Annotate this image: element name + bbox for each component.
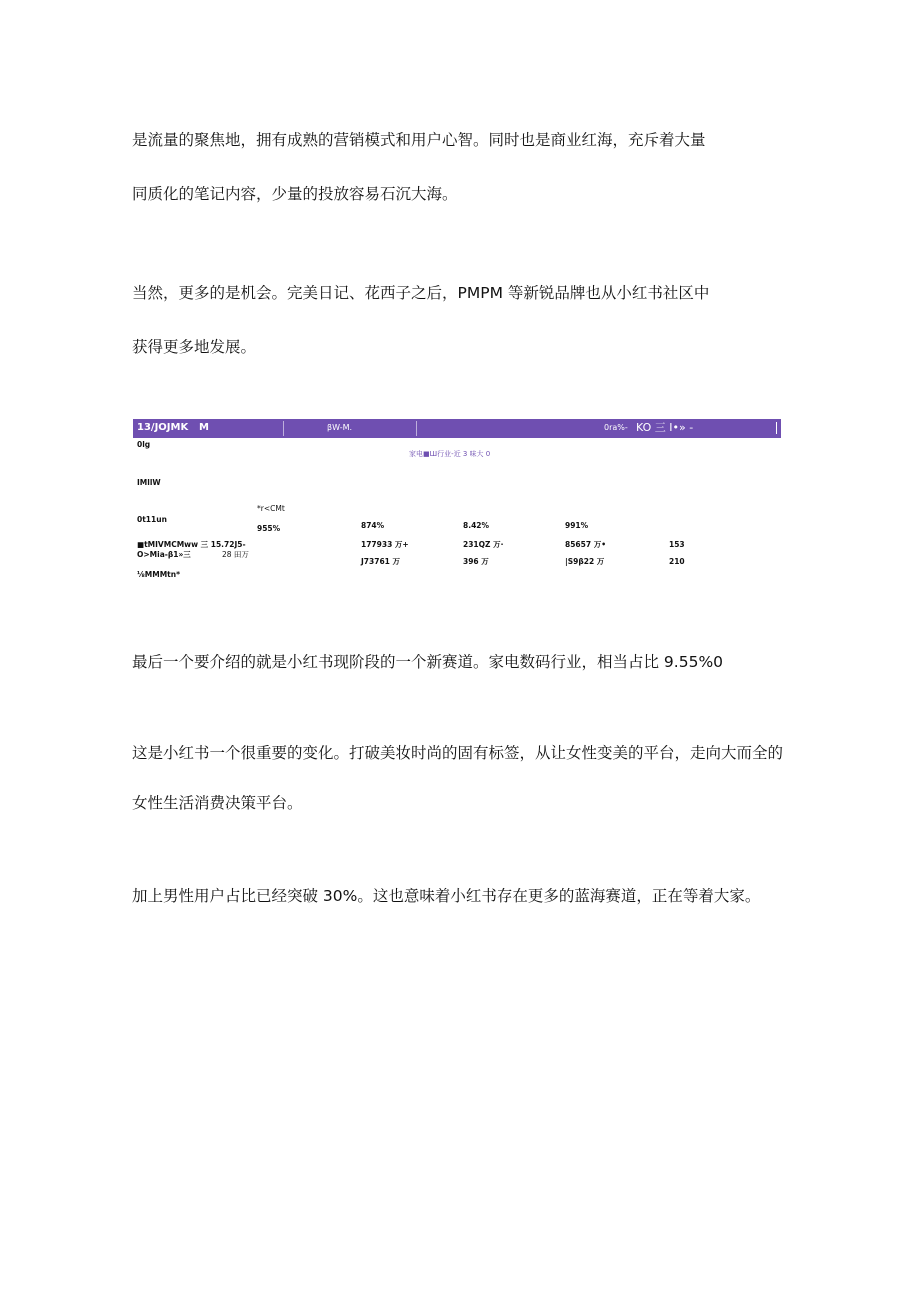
col4-row-a: 85657 万• xyxy=(565,540,606,549)
table-header-bar xyxy=(133,419,781,438)
paragraph-line-8: 加上男性用户占比已经突破 30%。这也意味着小红书存在更多的蓝海赛道，正在等着大家。 xyxy=(132,887,761,905)
col1-pct: 955% xyxy=(257,524,281,533)
header-divider xyxy=(416,421,417,436)
header-left-label: 13/JOJMK xyxy=(137,422,189,433)
header-mid-label: βW-M. xyxy=(327,423,353,432)
col1-head: *r<CMt xyxy=(257,504,285,513)
paragraph-line-5: 最后一个要介绍的就是小红书现阶段的一个新赛道。家电数码行业，相当占比 9.55%0 xyxy=(132,653,724,671)
row-label: 0lg xyxy=(137,440,151,449)
industry-table-figure xyxy=(133,419,781,589)
header-divider xyxy=(283,421,284,436)
header-right-label: KO 三 I•» - xyxy=(636,421,694,434)
col3-row-a: 231QZ 万· xyxy=(463,540,504,549)
col2-row-a: 177933 万+ xyxy=(361,540,409,549)
col4-row-b: |S9β22 万 xyxy=(565,557,605,566)
row-label: 0t11un xyxy=(137,515,167,524)
row-label: ⅛MMMtn* xyxy=(137,570,181,579)
col2-pct: 874% xyxy=(361,521,385,530)
row-label: IMllW xyxy=(137,478,161,487)
col3-pct: 8.42% xyxy=(463,521,490,530)
header-left-label-2: M xyxy=(199,422,209,433)
paragraph-line-7: 女性生活消费决策平台。 xyxy=(132,794,303,812)
paragraph-line-1: 是流量的聚焦地，拥有成熟的营销模式和用户心智。同时也是商业红海，充斥着大量 xyxy=(132,131,706,149)
header-end-tick xyxy=(776,422,777,434)
col5-row-b: 210 xyxy=(669,557,685,566)
paragraph-line-4: 获得更多地发展。 xyxy=(132,338,257,356)
col1-row-a: 28 田万 xyxy=(222,550,249,559)
header-right-small: 0ra%- xyxy=(604,423,628,432)
col4-pct: 991% xyxy=(565,521,589,530)
row-label: O>Mia-β1»三 xyxy=(137,550,191,559)
paragraph-line-6: 这是小红书一个很重要的变化。打破美妆时尚的固有标签，从让女性变美的平台，走向大而全的 xyxy=(132,744,784,762)
col2-row-b: J73761 万 xyxy=(361,557,400,566)
paragraph-line-2: 同质化的笔记内容，少量的投放容易石沉大海。 xyxy=(132,185,458,203)
col5-row-a: 153 xyxy=(669,540,685,549)
row-label: ■tMIVMCMww 三 15.72J5- xyxy=(137,540,246,549)
paragraph-line-3: 当然，更多的是机会。完美日记、花西子之后，PMPM 等新锐品牌也从小红书社区中 xyxy=(132,284,710,302)
table-subtitle: 家电■Ш行业-近 3 味大 0 xyxy=(409,450,491,458)
col3-row-b: 396 万 xyxy=(463,557,489,566)
